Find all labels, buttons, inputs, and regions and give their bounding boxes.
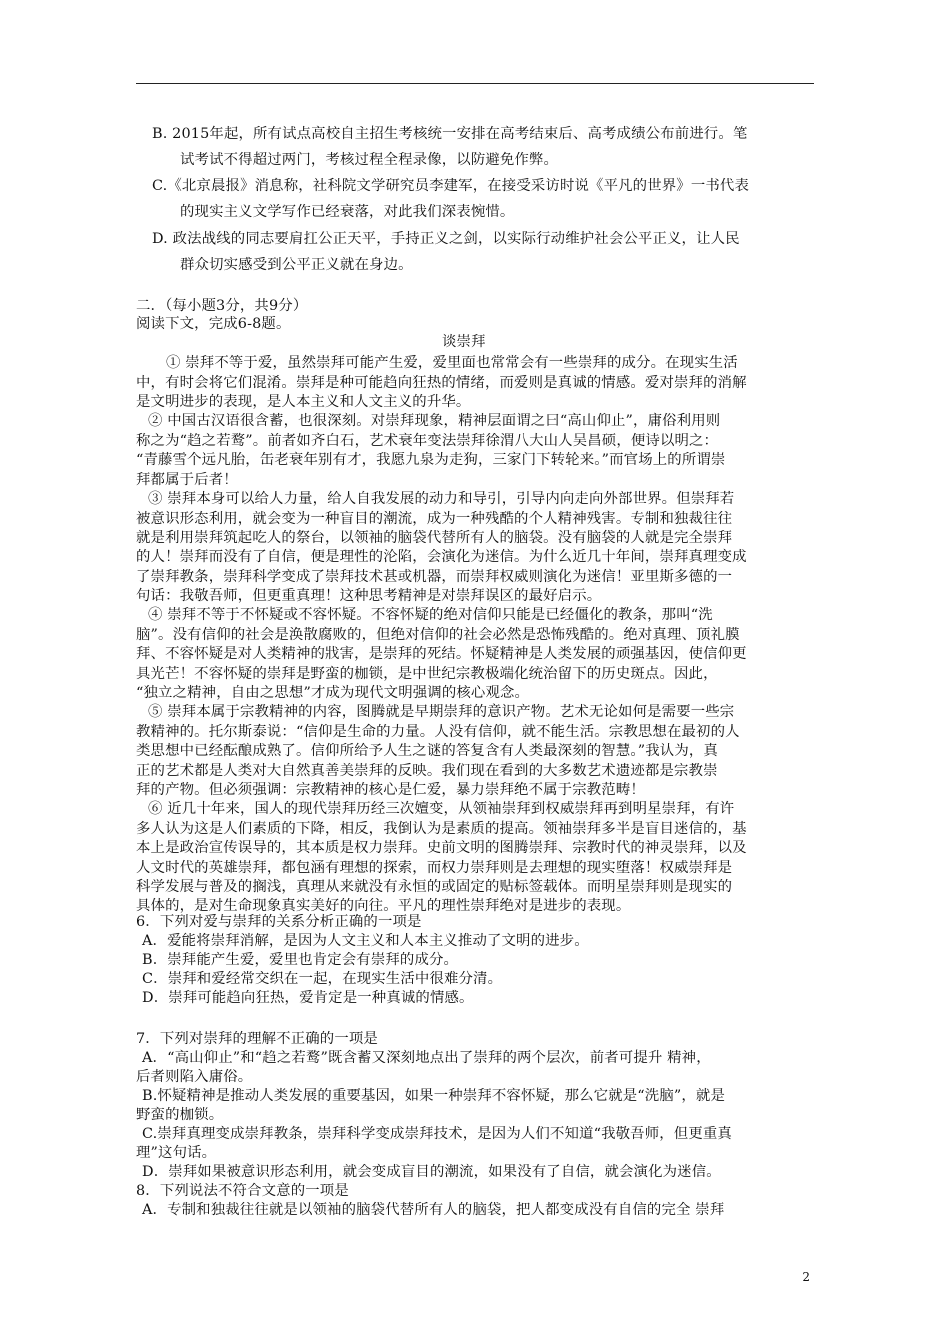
article-line: 类思想中已经酝酿成熟了。信仰所给予人生之谜的答复含有人类最深刻的智慧。”我认为，真 [136, 743, 718, 759]
q7-stem: 7．下列对崇拜的理解不正确的一项是 [136, 1031, 378, 1047]
q8-option-a: A．专制和独裁往往就是以领袖的脑袋代替所有人的脑袋，把人都变成没有自信的完全 崇拜 [142, 1202, 725, 1218]
article-line: 的人！崇拜而没有了自信，便是理性的沦陷，会演化为迷信。为什么近几十年间，崇拜真理变成 [136, 549, 747, 565]
article-line: 句话：我敬吾师，但更重真理！这种思考精神是对崇拜误区的最好启示。 [136, 588, 602, 604]
article-line: “青藤雪个远凡胎，缶老衰年别有才，我愿九泉为走狗，三家门下转轮来。”而官场上的所谓崇 [136, 452, 726, 468]
article-line: 拜都属于后者！ [136, 472, 238, 488]
article-line: 教精神的。托尔斯泰说：“信仰是生命的力量。人没有信仰，就不能生活。宗教思想在最初的人 [136, 724, 740, 740]
article-line: 是文明进步的表现，是人本主义和人文主义的升华。 [136, 394, 471, 410]
article-line: ⑤ 崇拜本属于宗教精神的内容，图腾就是早期崇拜的意识产物。艺术无论如何是需要一些宗 [148, 704, 735, 720]
q5-option-c-line2: 的现实主义文学写作已经衰落，对此我们深表惋惜。 [180, 204, 515, 220]
q5-option-b-line2: 试考试不得超过两门，考核过程全程录像，以防避免作弊。 [180, 152, 559, 168]
header-rule [136, 83, 814, 84]
article-line: 拜的产物。但必须强调：宗教精神的核心是仁爱，暴力崇拜绝不属于宗教范畴！ [136, 782, 645, 798]
q5-option-d-line2: 群众切实感受到公平正义就在身边。 [180, 257, 413, 273]
page-number: 2 [802, 1270, 810, 1284]
article-line: 多人认为这是人们素质的下降，相反，我倒认为是素质的提高。领袖崇拜多半是盲目迷信的，基 [136, 821, 747, 837]
article-line: ④ 崇拜不等于不怀疑或不容怀疑。不容怀疑的绝对信仰只能是已经僵化的教条，那叫“洗 [148, 607, 713, 623]
q7-option-d: D．崇拜如果被意识形态利用，就会变成盲目的潮流，如果没有了自信，就会演化为迷信。 [142, 1164, 721, 1180]
q8-stem: 8．下列说法不符合文意的一项是 [136, 1183, 349, 1199]
q5-option-d-line1: D. 政法战线的同志要肩扛公正天平，手持正义之剑，以实际行动维护社会公平正义，让人民 [152, 231, 740, 247]
article-line: 具体的，是对生命现象真实美好的向往。平凡的理性崇拜绝对是进步的表现。 [136, 898, 631, 914]
q5-option-b-line1: B. 2015年起，所有试点高校自主招生考核统一安排在高考结束后、高考成绩公布前进行。笔 [152, 126, 748, 142]
article-line: 具光芒！不容怀疑的崇拜是野蛮的枷锁，是中世纪宗教极端化统治留下的历史斑点。因此， [136, 666, 718, 682]
q7-option-c-line2: 理”这句话。 [136, 1145, 217, 1161]
article-line: 了崇拜教条，崇拜科学变成了崇拜技术甚或机器，而崇拜权威则演化为迷信！亚里斯多德的一 [136, 569, 733, 585]
article-line: 就是利用崇拜筑起吃人的祭台，以领袖的脑袋代替所有人的脑袋。没有脑袋的人就是完全崇拜 [136, 530, 733, 546]
article-line: 本上是政治宣传误导的，其本质是权力崇拜。史前文明的图腾崇拜、宗教时代的神灵崇拜，以及 [136, 840, 747, 856]
article-line: 拜、不容怀疑是对人类精神的戕害，是崇拜的死结。怀疑精神是人类发展的顽强基因，使信仰更 [136, 646, 747, 662]
article-title: 谈崇拜 [442, 334, 486, 350]
reading-instruction: 阅读下文，完成6-8题。 [136, 316, 291, 332]
q5-option-c-line1: C.《北京晨报》消息称，社科院文学研究员李建军，在接受采访时说《平凡的世界》一书代表 [152, 178, 749, 194]
article-line: 科学发展与普及的搁浅，真理从来就没有永恒的或固定的贴标签载体。而明星崇拜则是现实的 [136, 879, 733, 895]
q7-option-c-line1: C.崇拜真理变成崇拜教条，崇拜科学变成崇拜技术，是因为人们不知道“我敬吾师，但更重真 [142, 1126, 732, 1142]
q6-option-a: A．爱能将崇拜消解，是因为人文主义和人本主义推动了文明的进步。 [142, 933, 589, 949]
q6-option-c: C．崇拜和爱经常交织在一起，在现实生活中很难分清。 [142, 971, 503, 987]
q7-option-a-line1: A．“高山仰止”和“趋之若鹜”既含蓄又深刻地点出了崇拜的两个层次，前者可提升 精神， [142, 1050, 711, 1066]
q7-option-a-line2: 后者则陷入庸俗。 [136, 1069, 253, 1085]
article-line: ② 中国古汉语很含蓄，也很深刻。对崇拜现象，精神层面谓之曰“高山仰止”，庸俗利用则 [148, 413, 721, 429]
section-header: 二．（每小题3分，共9分） [136, 298, 308, 314]
article-line: ③ 崇拜本身可以给人力量，给人自我发展的动力和导引，引导内向走向外部世界。但崇拜若 [148, 491, 735, 507]
q6-option-b: B．崇拜能产生爱，爱里也肯定会有崇拜的成分。 [142, 952, 459, 968]
q6-option-d: D．崇拜可能趋向狂热，爱肯定是一种真诚的情感。 [142, 990, 474, 1006]
article-line: ① 崇拜不等于爱，虽然崇拜可能产生爱，爱里面也常常会有一些崇拜的成分。在现实生活 [166, 355, 738, 371]
article-line: 人文时代的英雄崇拜，都包涵有理想的探索，而权力崇拜则是去理想的现实堕落！权威崇拜是 [136, 860, 733, 876]
article-line: 中，有时会将它们混淆。崇拜是种可能趋向狂热的情绪，而爱则是真诚的情感。爱对崇拜的消解 [136, 375, 747, 391]
article-line: 被意识形态利用，就会变为一种盲目的潮流，成为一种残酷的个人精神残害。专制和独裁往往 [136, 511, 733, 527]
q6-stem: 6．下列对爱与崇拜的关系分析正确的一项是 [136, 914, 422, 930]
article-line: ⑥ 近几十年来，国人的现代崇拜历经三次嬗变，从领袖崇拜到权威崇拜再到明星崇拜，有许 [148, 801, 735, 817]
q7-option-b-line2: 野蛮的枷锁。 [136, 1107, 224, 1123]
article-line: 称之为“趋之若鹜”。前者如齐白石，艺术衰年变法崇拜徐渭八大山人吴昌硕，便诗以明之： [136, 433, 719, 449]
article-line: 脑”。没有信仰的社会是涣散腐败的，但绝对信仰的社会必然是恐怖残酷的。绝对真理、顶礼膜 [136, 627, 740, 643]
article-line: 正的艺术都是人类对大自然真善美崇拜的反映。我们现在看到的大多数艺术遗迹都是宗教崇 [136, 763, 718, 779]
article-line: “独立之精神，自由之思想”才成为现代文明强调的核心观念。 [136, 685, 530, 701]
q7-option-b-line1: B.怀疑精神是推动人类发展的重要基因，如果一种崇拜不容怀疑，那么它就是“洗脑”，就是 [142, 1088, 726, 1104]
